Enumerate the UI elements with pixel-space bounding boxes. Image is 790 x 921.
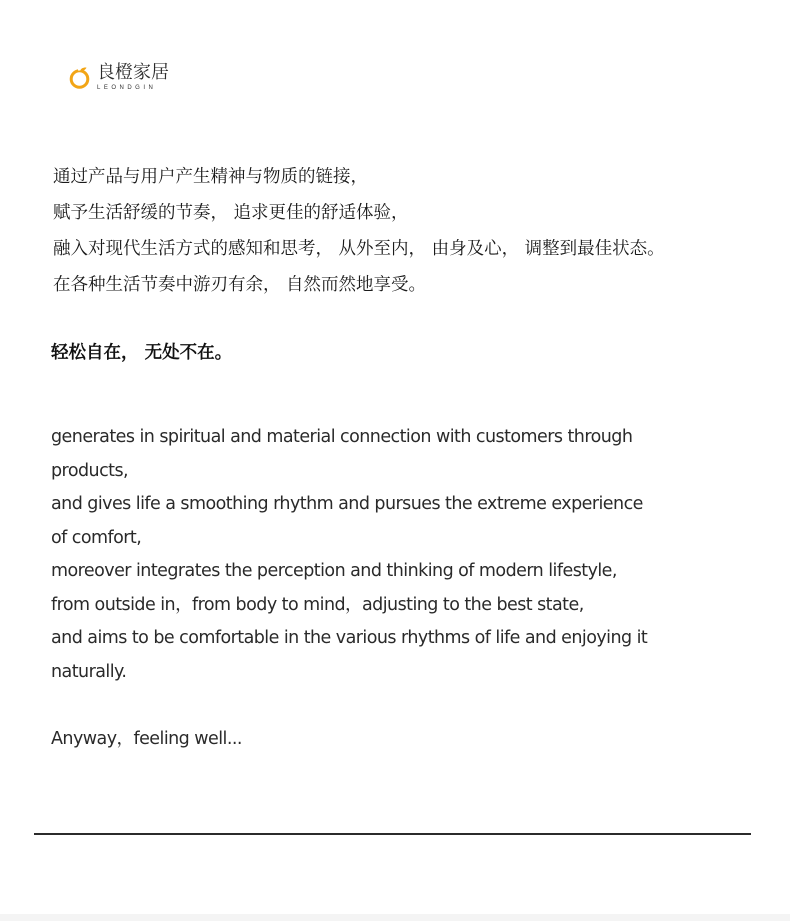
- chinese-line: 通过产品与用户产生精神与物质的链接，: [53, 167, 368, 187]
- brand-name-en: LEONDGIN: [97, 85, 157, 91]
- brand-wordmark: [97, 64, 169, 91]
- chinese-line: 融入对现代生活方式的感知和思考， 从外至内， 由身及心， 调整到最佳状态。: [53, 239, 665, 259]
- chinese-paragraph: [53, 159, 773, 303]
- english-line: naturally.: [51, 661, 127, 682]
- brand-logo: [68, 64, 169, 91]
- horizontal-divider: [34, 833, 751, 835]
- english-line: from outside in，from body to mind，adjusting to the best state,: [51, 594, 584, 615]
- english-line: generates in spiritual and material connection with customers through: [51, 427, 633, 447]
- chinese-line: 赋予生活舒缓的节奏， 追求更佳的舒适体验，: [53, 203, 409, 223]
- english-paragraph: [51, 421, 751, 689]
- english-line: moreover integrates the perception and thinking of modern lifestyle,: [51, 561, 617, 581]
- english-line: of comfort,: [51, 527, 142, 548]
- orange-logo-icon: [68, 66, 92, 90]
- page-bottom-edge: [0, 914, 790, 921]
- english-line: products,: [51, 460, 129, 481]
- chinese-tagline: 轻松自在， 无处不在。: [51, 343, 233, 363]
- chinese-line: 在各种生活节奏中游刃有余， 自然而然地享受。: [53, 275, 427, 295]
- brand-name-cn: 良橙家居: [97, 62, 169, 83]
- english-line: and gives life a smoothing rhythm and pursues the extreme experience: [51, 494, 643, 514]
- english-line: and aims to be comfortable in the various rhythms of life and enjoying it: [51, 628, 648, 648]
- english-closing: Anyway，feeling well...: [51, 729, 242, 749]
